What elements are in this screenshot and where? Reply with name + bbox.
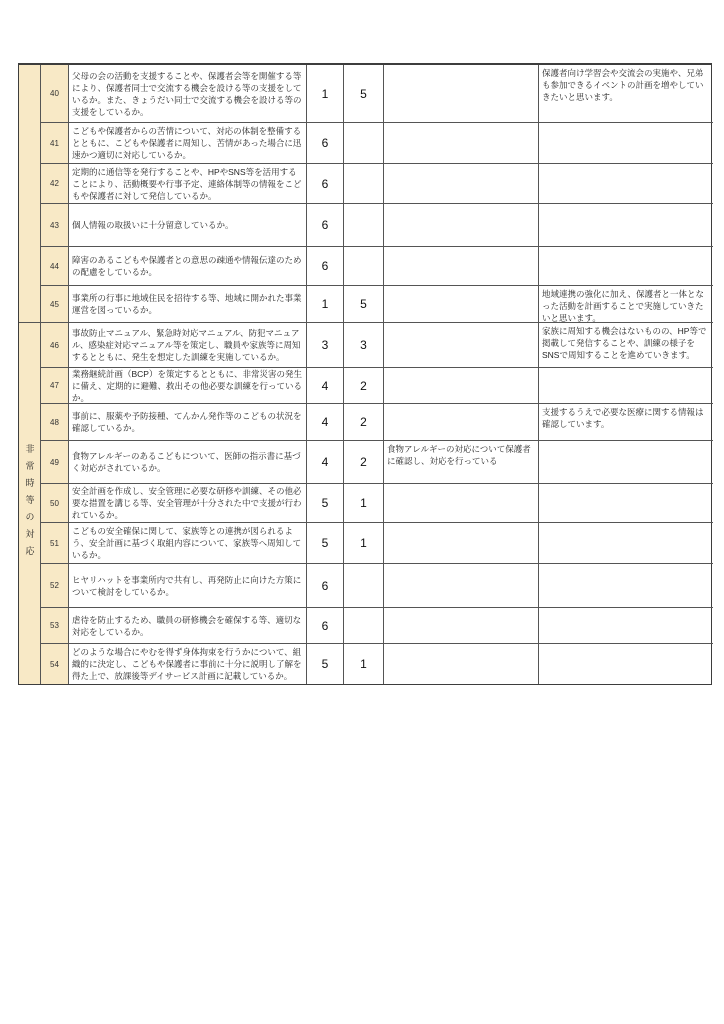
question-cell: [69, 644, 307, 684]
question-cell: [69, 523, 307, 563]
question-text: 安全計画を作成し、安全管理に必要な研修や訓練、その他必要な措置を講じる等、安全管理が十分された中で支援が行われているか。: [72, 486, 302, 520]
note-cell: [384, 368, 539, 403]
table-row: [41, 323, 713, 368]
note-cell: [384, 608, 539, 643]
count-cell-2: 1: [344, 484, 384, 522]
table-row: [41, 368, 713, 404]
table-row: [41, 65, 713, 123]
note-cell: [384, 204, 539, 246]
question-text: 虐待を防止するため、職員の研修機会を確保する等、適切な対応をしているか。: [72, 614, 302, 637]
count-cell-1: 6: [307, 164, 344, 203]
count-cell-2: 3: [344, 323, 384, 367]
comment-cell: [539, 123, 713, 163]
row-number: 54: [41, 644, 69, 684]
question-text: 事前に、服薬や予防接種、てんかん発作等のこどもの状況を確認しているか。: [72, 411, 302, 433]
question-cell: [69, 484, 307, 522]
table-row: [41, 204, 713, 247]
comment-cell: [539, 368, 713, 403]
question-cell: [69, 65, 307, 122]
count-cell-1: 5: [307, 523, 344, 563]
question-cell: [69, 247, 307, 285]
comment-cell: [539, 523, 713, 563]
row-number: 46: [41, 323, 69, 367]
comment-cell: [539, 441, 713, 483]
note-cell: 食物アレルギーの対応について保護者に確認し、対応を行っている: [384, 441, 539, 483]
count-cell-1: 6: [307, 204, 344, 246]
question-cell: [69, 441, 307, 483]
count-cell-2: [344, 247, 384, 285]
note-cell: [384, 484, 539, 522]
question-text: 業務継続計画（BCP）を策定するとともに、非常災害の発生に備え、定期的に避難、救出その他必要な訓練を行っているか。: [72, 368, 303, 403]
count-cell-2: 5: [344, 65, 384, 122]
count-cell-1: 5: [307, 484, 344, 522]
row-number: 49: [41, 441, 69, 483]
count-cell-2: 1: [344, 523, 384, 563]
question-text: 事業所の行事に地域住民を招待する等、地域に開かれた事業運営を図っているか。: [72, 293, 302, 315]
comment-cell: [539, 608, 713, 643]
note-cell: [384, 323, 539, 367]
count-cell-2: 2: [344, 441, 384, 483]
question-cell: [69, 164, 307, 203]
table-rows: [41, 65, 713, 684]
comment-cell: 家族に周知する機会はないものの、HP等で掲載して発信することや、訓練の様子をSNSで周知することを進めていきます。: [542, 326, 707, 360]
table-row: [41, 523, 713, 564]
question-text: ヒヤリハットを事業所内で共有し、再発防止に向けた方策について検討をしているか。: [72, 574, 302, 597]
category-cell-emergency: [19, 323, 40, 684]
table-row: [41, 404, 713, 441]
count-cell-1: 4: [307, 404, 344, 440]
row-number: 41: [41, 123, 69, 163]
note-cell: [384, 564, 539, 607]
row-number: 42: [41, 164, 69, 203]
row-number: 52: [41, 564, 69, 607]
count-cell-2: 5: [344, 286, 384, 322]
table-row: [41, 608, 713, 644]
question-cell: [69, 286, 307, 322]
question-cell: [69, 608, 307, 643]
question-cell: [69, 323, 307, 367]
question-text: 事故防止マニュアル、緊急時対応マニュアル、防犯マニュアル、感染症対応マニュアル等を策定し、職員や家族等に周知するとともに、発生を想定した訓練を実施しているか。: [72, 328, 301, 362]
count-cell-1: 6: [307, 247, 344, 285]
table-row: [41, 441, 713, 484]
row-number: 48: [41, 404, 69, 440]
row-number: 45: [41, 286, 69, 322]
question-text: 個人情報の取扱いに十分留意しているか。: [72, 220, 234, 230]
comment-cell: 支援するうえで必要な医療に関する情報は確認しています。: [542, 407, 704, 429]
count-cell-1: 6: [307, 564, 344, 607]
count-cell-2: 2: [344, 404, 384, 440]
comment-cell: [539, 247, 713, 285]
row-number: 40: [41, 65, 69, 122]
count-cell-1: 4: [307, 368, 344, 403]
question-text: 父母の会の活動を支援することや、保護者会等を開催する等により、保護者同士で交流する機会を設ける等の支援をしているか。また、きょうだい同士で交流する機会を設ける等の支援をしているか。: [72, 70, 302, 117]
note-cell: [384, 247, 539, 285]
table-row: [41, 286, 713, 323]
table-row: [41, 564, 713, 608]
note-cell: [384, 404, 539, 440]
table-row: [41, 644, 713, 684]
comment-cell: [539, 204, 713, 246]
count-cell-2: [344, 123, 384, 163]
count-cell-1: 6: [307, 608, 344, 643]
note-cell: [384, 523, 539, 563]
count-cell-2: [344, 608, 384, 643]
table-row: [41, 247, 713, 286]
question-text: 定期的に通信等を発行することや、HPやSNS等を活用することにより、活動概要や行事予定、連絡体制等の情報をこどもや保護者に対して発信しているか。: [72, 166, 302, 201]
comment-cell: [539, 164, 713, 203]
question-cell: [69, 368, 307, 403]
row-number: 50: [41, 484, 69, 522]
row-number: 47: [41, 368, 69, 403]
category-label-vertical: 非常時等の対応: [24, 444, 35, 563]
count-cell-1: 3: [307, 323, 344, 367]
count-cell-2: 2: [344, 368, 384, 403]
comment-cell: [539, 644, 713, 684]
question-text: 食物アレルギーのあるこどもについて、医師の指示書に基づく対応がされているか。: [72, 451, 301, 473]
row-number: 44: [41, 247, 69, 285]
category-column: [19, 65, 41, 684]
row-number: 51: [41, 523, 69, 563]
table-row: [41, 123, 713, 164]
note-cell: [384, 644, 539, 684]
evaluation-table: [18, 63, 712, 685]
count-cell-2: [344, 204, 384, 246]
question-cell: [69, 204, 307, 246]
comment-cell: [539, 484, 713, 522]
note-cell: [384, 65, 539, 122]
category-cell-upper: [19, 65, 40, 323]
question-text: こどもや保護者からの苦情について、対応の体制を整備するとともに、こどもや保護者に周知し、苦情があった場合に迅速かつ適切に対応しているか。: [72, 126, 302, 160]
question-text: こどもの安全確保に関して、家族等との連携が図られるよう、安全計画に基づく取組内容について、家族等へ周知しているか。: [72, 526, 302, 560]
note-cell: [384, 286, 539, 322]
table-row: [41, 484, 713, 523]
note-cell: [384, 164, 539, 203]
question-cell: [69, 123, 307, 163]
question-cell: [69, 564, 307, 607]
count-cell-2: [344, 564, 384, 607]
count-cell-1: 1: [307, 286, 344, 322]
note-cell: [384, 123, 539, 163]
row-number: 43: [41, 204, 69, 246]
question-cell: [69, 404, 307, 440]
comment-cell: 地域連携の強化に加え、保護者と一体となった活動を計画することで実施していきたいと思います。: [542, 289, 705, 322]
count-cell-1: 1: [307, 65, 344, 122]
comment-cell: [539, 564, 713, 607]
comment-cell: 保護者向け学習会や交流会の実施や、兄弟も参加できるイベントの計画を増やしていきたいと思います。: [542, 68, 704, 102]
question-text: どのような場合にやむを得ず身体拘束を行うかについて、組織的に決定し、こどもや保護者に事前に十分に説明し了解を得た上で、放課後等デイサービス計画に記載しているか。: [72, 647, 302, 681]
table-row: [41, 164, 713, 204]
count-cell-1: 4: [307, 441, 344, 483]
count-cell-2: 1: [344, 644, 384, 684]
count-cell-1: 5: [307, 644, 344, 684]
row-number: 53: [41, 608, 69, 643]
count-cell-1: 6: [307, 123, 344, 163]
count-cell-2: [344, 164, 384, 203]
question-text: 障害のあるこどもや保護者との意思の疎通や情報伝達のための配慮をしているか。: [72, 255, 302, 277]
